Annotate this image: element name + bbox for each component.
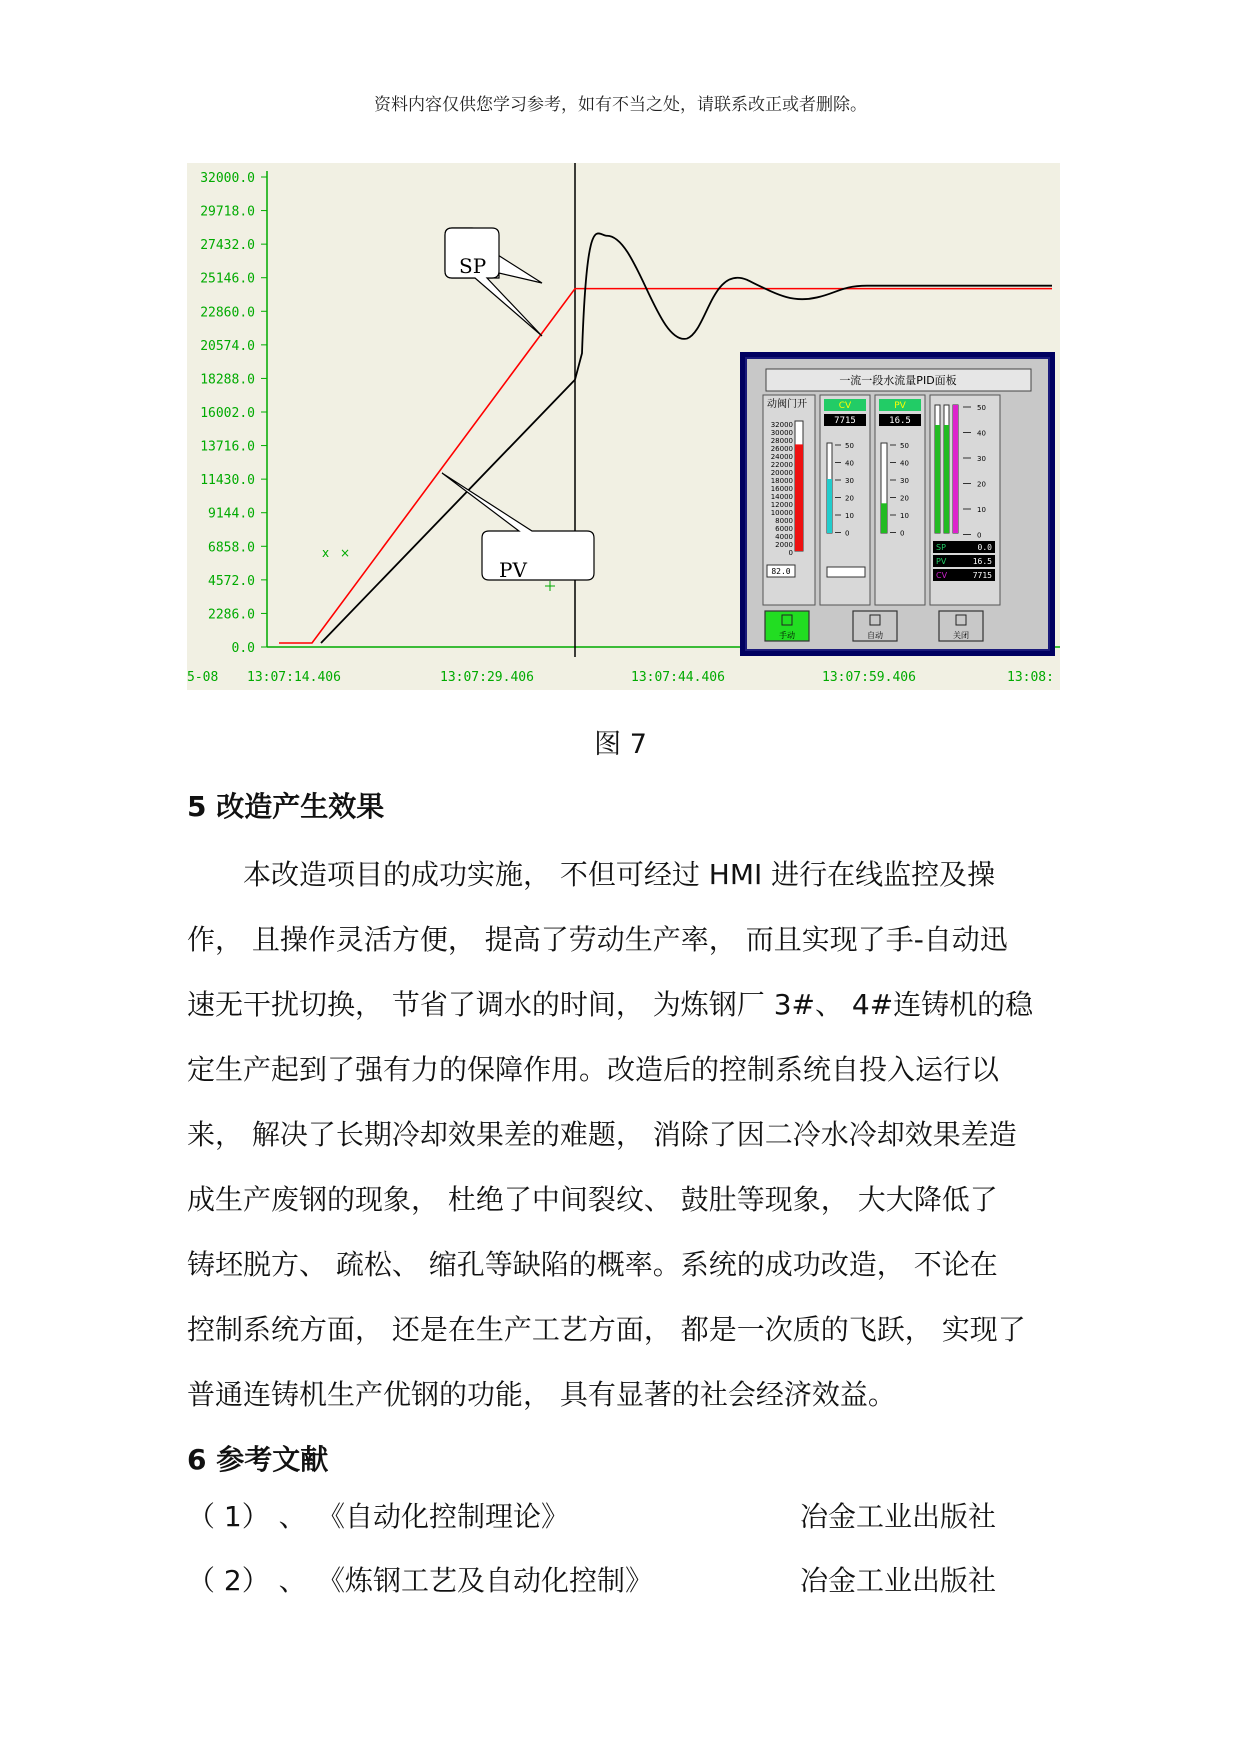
valve-bar-fill: [795, 444, 803, 551]
paragraph-line: 速无干扰切换， 节省了调水的时间， 为炼钢厂 3#、 4#连铸机的稳: [187, 988, 1034, 1021]
readout-label: SP: [936, 543, 946, 552]
trend-scale-label: 0: [977, 531, 982, 540]
paragraph-line: 普通连铸机生产优钢的功能， 具有显著的社会经济效益。: [187, 1378, 896, 1411]
paragraph-line: 作， 且操作灵活方便， 提高了劳动生产率， 而且实现了手-自动迅: [187, 923, 1008, 956]
paragraph-line: 铸坯脱方、 疏松、 缩孔等缺陷的概率。系统的成功改造， 不论在: [187, 1248, 998, 1281]
x-tick-label: 13:07:44.406: [631, 670, 725, 685]
readout-value: 16.5: [972, 557, 992, 566]
marker: ×: [340, 546, 351, 560]
y-tick-label: 32000.0: [200, 171, 255, 186]
cv-scale-label: 30: [845, 477, 854, 485]
trend-chart-figure: [187, 163, 1060, 690]
y-tick-label: 13716.0: [200, 439, 255, 455]
y-tick-label: 20574.0: [200, 338, 255, 354]
page-header-note: 资料内容仅供您学习参考，如有不当之处，请联系改正或者删除。: [374, 95, 867, 115]
paragraph-line: 来， 解决了长期冷却效果差的难题， 消除了因二冷水冷却效果差造: [187, 1118, 1017, 1151]
x-tick-label: 13:08:: [1007, 670, 1054, 685]
pv-header-label: PV: [894, 401, 906, 411]
panel-buttons: [765, 611, 983, 641]
pv-trend-fill: [944, 425, 949, 533]
figure-caption: 图 7: [594, 729, 647, 760]
pv-callout-label: PV: [499, 558, 527, 582]
valve-label: 动阀门开: [767, 399, 807, 410]
pv-scale-label: 50: [900, 442, 909, 450]
pv-scale-label: 20: [900, 494, 909, 503]
panel-button-exit[interactable]: [939, 611, 983, 641]
sp-trend-fill: [935, 425, 940, 533]
valve-scale-label: 6000: [775, 525, 793, 533]
section6-heading: 6 参考文献: [187, 1443, 329, 1476]
pv-value: 16.5: [889, 416, 911, 426]
valve-scale-label: 4000: [775, 533, 793, 541]
x-tick-label: 13:07:59.406: [822, 670, 916, 685]
cv-scale-label: 50: [845, 442, 854, 450]
valve-scale-label: 2000: [775, 541, 793, 549]
y-tick-label: 2286.0: [208, 607, 255, 623]
cv-input-box[interactable]: [827, 567, 865, 577]
trend-scale-label: 10: [977, 506, 986, 514]
readout-label: CV: [936, 571, 948, 580]
button-label: 关闭: [953, 631, 969, 640]
y-tick-label: 18288.0: [200, 372, 255, 388]
valve-scale-label: 12000: [770, 501, 793, 509]
pid-panel-title: 一流一段水流量PID面板: [839, 374, 957, 387]
button-label: 手动: [779, 631, 795, 640]
valve-scale-label: 16000: [770, 485, 793, 493]
valve-scale-label: 10000: [770, 509, 793, 517]
cv-bar-fill: [827, 479, 832, 533]
valve-scale-label: 24000: [770, 453, 793, 461]
valve-scale-label: 32000: [770, 421, 793, 429]
cv-trend-fill: [953, 405, 958, 533]
pv-scale-label: 30: [900, 477, 909, 485]
valve-scale-label: 18000: [770, 477, 793, 485]
valve-scale-label: 26000: [770, 445, 793, 453]
valve-scale-label: 8000: [775, 517, 793, 525]
readout-label: PV: [936, 557, 947, 566]
trend-scale-label: 30: [977, 455, 986, 463]
y-tick-label: 4572.0: [208, 573, 255, 589]
cv-value: 7715: [834, 416, 856, 426]
trend-scale-label: 40: [977, 429, 986, 438]
cv-scale-label: 40: [845, 459, 854, 468]
paragraph-line: 控制系统方面， 还是在生产工艺方面， 都是一次质的飞跃， 实现了: [187, 1313, 1026, 1346]
y-tick-label: 27432.0: [200, 238, 255, 254]
paragraph-line: 定生产起到了强有力的保障作用。改造后的控制系统自投入运行以: [187, 1053, 1000, 1086]
cv-scale-label: 20: [845, 494, 854, 503]
y-tick-label: 0.0: [231, 641, 255, 656]
panel-button-hand[interactable]: [765, 611, 809, 641]
section5-heading: 5 改造产生效果: [187, 790, 385, 823]
panel-button-refresh[interactable]: [853, 611, 897, 641]
paragraph-line: 成生产废钢的现象， 杜绝了中间裂纹、 鼓肚等现象， 大大降低了: [187, 1183, 998, 1216]
pv-scale-label: 40: [900, 459, 909, 468]
y-tick-label: 22860.0: [200, 305, 255, 321]
y-tick-label: 11430.0: [200, 473, 255, 489]
y-tick-label: 9144.0: [208, 506, 255, 522]
pv-scale-label: 0: [900, 529, 905, 538]
sp-callout-label: SP: [459, 254, 487, 278]
x-tick-label: 5-08: [187, 670, 219, 685]
reference-title: 《自动化控制理论》: [317, 1500, 570, 1533]
reference-num: （ 2） 、: [187, 1564, 307, 1597]
trend-scale-label: 50: [977, 404, 986, 412]
valve-scale-label: 20000: [770, 469, 793, 477]
trend-scale-label: 20: [977, 480, 986, 489]
readout-value: 0.0: [977, 543, 992, 552]
button-label: 自动: [867, 631, 883, 640]
cv-scale-label: 10: [845, 512, 854, 520]
reference-publisher: 冶金工业出版社: [800, 1564, 997, 1597]
output-value: 82.0: [771, 567, 791, 576]
readout-value: 7715: [972, 571, 992, 580]
paragraph-line: 本改造项目的成功实施， 不但可经过 HMI 进行在线监控及操: [243, 858, 996, 891]
reference-num: （ 1） 、: [187, 1500, 307, 1533]
x-tick-label: 13:07:29.406: [440, 670, 534, 685]
marker: x: [322, 546, 330, 560]
valve-scale-label: 0: [788, 549, 793, 557]
valve-scale-label: 30000: [770, 429, 793, 437]
pid-panel: [743, 355, 1052, 653]
readout-group: [933, 541, 995, 581]
cv-header-label: CV: [838, 401, 852, 411]
section5-body: [187, 842, 1067, 1427]
valve-scale-label: 22000: [770, 461, 793, 469]
cv-scale-label: 0: [845, 529, 850, 538]
pv-bar-fill: [881, 503, 887, 533]
reference-title: 《炼钢工艺及自动化控制》: [317, 1564, 654, 1597]
valve-scale-label: 28000: [770, 437, 793, 445]
pv-scale-label: 10: [900, 512, 909, 520]
y-tick-label: 6858.0: [208, 540, 255, 556]
x-tick-label: 13:07:14.406: [247, 670, 341, 685]
y-tick-label: 16002.0: [200, 406, 255, 421]
reference-publisher: 冶金工业出版社: [800, 1500, 997, 1533]
y-tick-label: 25146.0: [200, 271, 255, 287]
valve-scale-label: 14000: [770, 493, 793, 501]
y-tick-label: 29718.0: [200, 204, 255, 220]
